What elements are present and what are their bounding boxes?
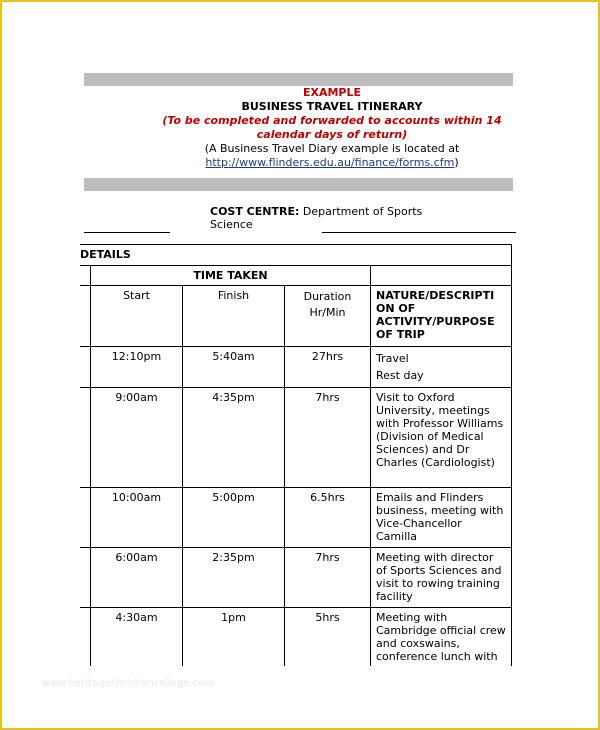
cost-centre-value-2: Science: [210, 218, 253, 231]
details-heading: DETAILS: [80, 245, 512, 266]
nature-text-2: Rest day: [376, 369, 424, 382]
travel-table: [80, 244, 512, 666]
link-close: ): [454, 156, 459, 169]
start-cell: 4:30am: [91, 608, 183, 667]
nature-text: Travel: [376, 352, 409, 365]
watermark-text: www.heritagechristiancollege.com: [42, 678, 215, 689]
start-cell: 12:10pm: [91, 347, 183, 388]
nature-cell: Visit to Oxford University, meetings with Professor Williams (Division of Medical Sciences) and Dr Charles (Cardiologist): [371, 388, 512, 488]
blank-cell: [80, 347, 91, 388]
example-label: EXAMPLE: [302, 86, 362, 99]
start-heading: Start: [91, 286, 183, 347]
diary-note: (A Business Travel Diary example is located at: [204, 142, 460, 155]
instruction-line-1: (To be completed and forwarded to accounts within 14: [162, 114, 502, 127]
blank-cell: [80, 286, 91, 347]
blank-cell: [80, 548, 91, 608]
header-band-top: [84, 73, 513, 86]
instruction-line-2: calendar days of return): [256, 128, 408, 141]
duration-heading: [285, 286, 371, 347]
nature-cell: Emails and Flinders business, meeting with Vice-Chancellor Camilla: [371, 488, 512, 548]
blank-cell: [80, 388, 91, 488]
blank-cell: [371, 266, 512, 286]
finish-cell: 5:00pm: [183, 488, 285, 548]
cost-centre-value-1: Department of Sports: [302, 205, 423, 218]
document-title: BUSINESS TRAVEL ITINERARY: [241, 100, 423, 113]
table-row: [80, 347, 512, 388]
cost-centre-label: COST CENTRE:: [210, 205, 300, 218]
start-cell: 10:00am: [91, 488, 183, 548]
nature-cell: [371, 347, 512, 388]
duration-cell: 27hrs: [285, 347, 371, 388]
duration-cell: 7hrs: [285, 548, 371, 608]
link-line: [152, 156, 512, 170]
right-underline: [322, 232, 516, 233]
blank-cell: [80, 608, 91, 667]
table-row: [80, 388, 512, 488]
table-row: [80, 608, 512, 667]
header-band-bottom: [84, 178, 513, 191]
finish-cell: 5:40am: [183, 347, 285, 388]
duration-cell: 7hrs: [285, 388, 371, 488]
start-cell: 6:00am: [91, 548, 183, 608]
table-row: [80, 488, 512, 548]
start-cell: 9:00am: [91, 388, 183, 488]
duration-cell: 6.5hrs: [285, 488, 371, 548]
finish-cell: 4:35pm: [183, 388, 285, 488]
nature-heading: NATURE/DESCRIPTI ON OF ACTIVITY/PURPOSE OF TRIP: [371, 286, 512, 347]
finish-cell: 2:35pm: [183, 548, 285, 608]
blank-cell: [80, 266, 91, 286]
time-taken-heading: TIME TAKEN: [91, 266, 371, 286]
forms-link[interactable]: http://www.flinders.edu.au/finance/forms.cfm: [205, 156, 455, 169]
duration-heading-1: Duration: [303, 290, 352, 303]
duration-heading-2: Hr/Min: [309, 306, 346, 319]
nature-cell: Meeting with Cambridge official crew and coxswains, conference lunch with: [371, 608, 512, 667]
blank-cell: [80, 488, 91, 548]
document-page: [2, 2, 598, 728]
table-row: [80, 548, 512, 608]
nature-cell: Meeting with director of Sports Sciences and visit to rowing training facility: [371, 548, 512, 608]
duration-cell: 5hrs: [285, 608, 371, 667]
finish-heading: Finish: [183, 286, 285, 347]
finish-cell: 1pm: [183, 608, 285, 667]
document-header: [152, 86, 512, 170]
cost-centre: [210, 205, 450, 231]
left-underline: [84, 232, 170, 233]
